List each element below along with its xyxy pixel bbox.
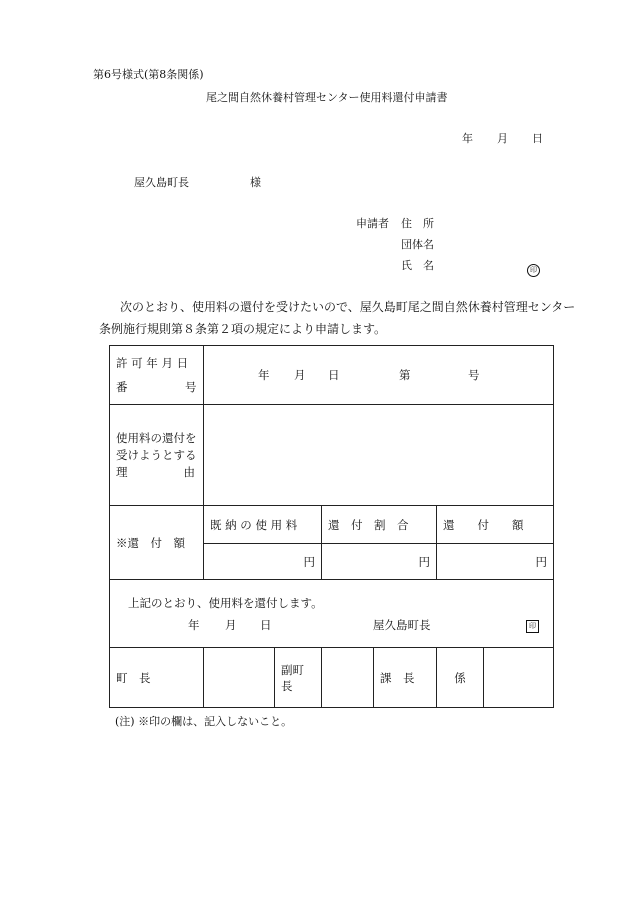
approval-mayor: 屋久島町長: [373, 617, 431, 632]
ratio-yen: 円: [418, 554, 430, 569]
reason-value-cell[interactable]: [204, 405, 554, 506]
reason-label-1: 使用料の還付を: [116, 430, 197, 445]
footnote: (注) ※印の欄は、記入しないこと。: [115, 715, 293, 728]
applicant-seal-icon: 印: [527, 257, 540, 277]
permit-row: [110, 346, 554, 405]
sign-deputy-box[interactable]: [322, 648, 374, 708]
name-label: 氏 名: [401, 259, 434, 272]
permit-dai: 第: [399, 368, 411, 382]
approval-row: [110, 580, 554, 648]
reason-row: [110, 405, 554, 506]
applicant-label: 申請者: [356, 217, 389, 230]
permit-value-cell[interactable]: [204, 346, 554, 405]
sign-mayor-box[interactable]: [204, 648, 275, 708]
refund-header-row: [110, 506, 554, 544]
reason-label-3a: 理: [116, 464, 128, 479]
addressee-name: 屋久島町長: [134, 176, 189, 189]
col-refund-header: 還 付 額: [437, 506, 554, 544]
refund-yen: 円: [535, 554, 548, 569]
address-label: 住 所: [401, 217, 434, 230]
reason-label-cell: [110, 405, 204, 506]
ratio-amount-cell[interactable]: [322, 544, 437, 580]
approval-year: 年: [188, 617, 200, 632]
form-title: 尾之間自然休養村管理センター使用料還付申請書: [206, 91, 448, 104]
refund-amount-cell[interactable]: [437, 544, 554, 580]
permit-label-cell: [110, 346, 204, 405]
permit-go: 号: [468, 368, 480, 382]
permit-day: 日: [328, 368, 340, 382]
date-month: 月: [497, 132, 508, 145]
approval-cell: [110, 580, 554, 648]
refund-label-cell: [110, 506, 204, 580]
paid-amount-cell[interactable]: [204, 544, 322, 580]
paid-yen: 円: [303, 554, 315, 569]
approval-month: 月: [225, 617, 237, 632]
body-line-1: 次のとおり、使用料の還付を受けたいので、屋久島町尾之間自然休養村管理センター: [120, 300, 576, 314]
refund-label: ※還 付 額: [116, 535, 185, 550]
sign-section-label: 課 長: [374, 648, 437, 708]
sign-staff-box[interactable]: [484, 648, 554, 708]
refund-application-table: [109, 345, 554, 708]
addressee-honorific: 様: [250, 176, 261, 189]
sign-staff-label: 係: [437, 648, 484, 708]
sign-deputy-label: 副町長: [275, 648, 322, 708]
reason-label-2: 受けようとする: [116, 447, 197, 462]
reason-label-3b: 由: [183, 464, 195, 479]
sign-mayor-label: 町 長: [110, 648, 204, 708]
permit-month: 月: [294, 368, 306, 382]
approval-day: 日: [260, 617, 272, 632]
permit-label-2: 番 号: [116, 380, 197, 394]
date-day: 日: [532, 132, 543, 145]
approval-text: 上記のとおり、使用料を還付します。: [128, 595, 323, 610]
form-number: 第6号様式(第8条関係): [93, 68, 204, 81]
permit-year: 年: [258, 368, 270, 382]
signature-row: [110, 648, 554, 708]
group-label: 団体名: [401, 238, 434, 251]
permit-label-1: 許 可 年 月 日: [116, 356, 189, 370]
col-paid-header: 既 納 の 使 用 料: [204, 506, 322, 544]
date-year: 年: [462, 132, 473, 145]
col-ratio-header: 還 付 割 合: [322, 506, 437, 544]
body-line-2: 条例施行規則第８条第２項の規定により申請します。: [99, 322, 387, 336]
approval-seal-icon: 印: [526, 617, 539, 633]
